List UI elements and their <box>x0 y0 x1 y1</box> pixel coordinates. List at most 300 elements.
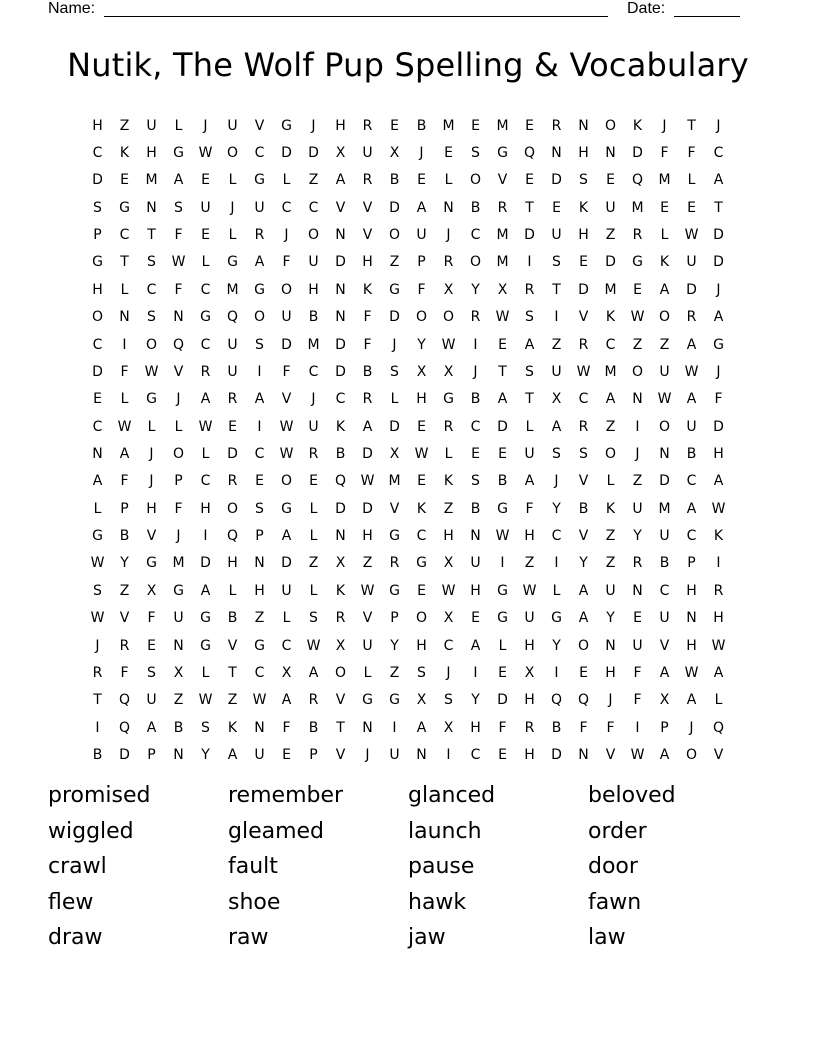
grid-letter: W <box>441 582 456 599</box>
grid-letter: X <box>281 664 292 681</box>
grid-letter: J <box>662 117 667 134</box>
name-label: Name: <box>48 0 96 17</box>
grid-letter: X <box>335 637 346 654</box>
grid-letter: D <box>308 145 319 162</box>
grid-letter: P <box>120 500 129 517</box>
grid-letter: K <box>713 528 724 545</box>
grid-letter: M <box>307 336 320 353</box>
grid-letter: W <box>657 391 672 408</box>
grid-letter: X <box>416 363 427 380</box>
grid-letter: U <box>362 637 373 654</box>
grid-letter: R <box>362 117 373 134</box>
grid-letter: U <box>659 363 670 380</box>
grid-letter: Z <box>551 336 562 353</box>
grid-letter: S <box>579 445 588 462</box>
grid-letter: H <box>146 145 157 162</box>
grid-letter: T <box>687 117 696 134</box>
grid-letter: O <box>280 281 293 298</box>
grid-letter: W <box>117 418 132 435</box>
grid-letter: W <box>279 445 294 462</box>
grid-letter: C <box>119 227 130 244</box>
grid-letter: D <box>335 500 346 517</box>
grid-letter: M <box>658 500 671 517</box>
grid-letter: E <box>147 637 156 654</box>
grid-letter: W <box>279 418 294 435</box>
grid-letter: A <box>227 746 238 763</box>
grid-letter: J <box>95 637 100 654</box>
grid-letter: W <box>90 610 105 627</box>
grid-letter: C <box>92 145 103 162</box>
grid-letter: S <box>552 445 561 462</box>
date-label: Date: <box>627 0 666 17</box>
grid-letter: F <box>147 610 156 627</box>
grid-letter: Y <box>201 746 210 763</box>
grid-letter: W <box>576 363 591 380</box>
grid-letter: N <box>605 637 616 654</box>
grid-letter: K <box>443 473 454 490</box>
grid-letter: L <box>147 418 156 435</box>
grid-letter: V <box>335 199 346 216</box>
grid-letter: G <box>497 582 508 599</box>
grid-letter: N <box>632 582 643 599</box>
grid-letter: X <box>173 664 184 681</box>
grid-letter: A <box>713 473 724 490</box>
grid-letter: A <box>200 391 211 408</box>
grid-letter: G <box>254 637 265 654</box>
grid-letter: B <box>578 500 589 517</box>
grid-letter: G <box>389 528 400 545</box>
grid-letter: W <box>306 637 321 654</box>
grid-letter: I <box>257 363 262 380</box>
grid-letter: B <box>227 610 238 627</box>
grid-letter: J <box>608 692 613 709</box>
grid-letter: H <box>524 746 535 763</box>
grid-letter: E <box>228 418 237 435</box>
word-list-item: fault <box>228 854 278 880</box>
grid-letter: H <box>470 719 481 736</box>
grid-letter: F <box>525 500 534 517</box>
grid-letter: A <box>335 172 346 189</box>
grid-letter: Y <box>606 610 615 627</box>
grid-letter: V <box>578 309 589 326</box>
grid-letter: B <box>119 528 130 545</box>
grid-letter: T <box>498 363 507 380</box>
grid-letter: D <box>659 473 670 490</box>
grid-letter: J <box>311 391 316 408</box>
grid-letter: Z <box>227 692 238 709</box>
grid-letter: H <box>200 500 211 517</box>
grid-letter: C <box>200 473 211 490</box>
grid-letter: U <box>146 117 157 134</box>
grid-letter: K <box>605 309 616 326</box>
grid-letter: L <box>606 473 615 490</box>
grid-letter: H <box>713 610 724 627</box>
grid-letter: D <box>713 254 724 271</box>
grid-letter: R <box>308 445 319 462</box>
grid-letter: M <box>496 254 509 271</box>
grid-letter: S <box>147 664 156 681</box>
grid-letter: L <box>174 418 183 435</box>
grid-letter: E <box>579 664 588 681</box>
grid-letter: R <box>227 473 238 490</box>
grid-letter: W <box>360 473 375 490</box>
grid-letter: B <box>686 445 697 462</box>
grid-letter: G <box>92 254 103 271</box>
grid-letter: H <box>335 117 346 134</box>
grid-letter: S <box>471 145 480 162</box>
grid-letter: B <box>470 199 481 216</box>
grid-letter: D <box>389 199 400 216</box>
grid-letter: B <box>173 719 184 736</box>
grid-letter: S <box>147 254 156 271</box>
grid-letter: O <box>577 637 590 654</box>
grid-letter: A <box>200 582 211 599</box>
grid-letter: Q <box>226 528 239 545</box>
word-list-item: hawk <box>408 889 467 915</box>
word-list-item: beloved <box>588 783 676 809</box>
grid-letter: R <box>227 391 238 408</box>
grid-letter: D <box>362 445 373 462</box>
grid-letter: R <box>551 117 562 134</box>
grid-letter: L <box>687 172 696 189</box>
grid-letter: V <box>362 227 373 244</box>
grid-letter: S <box>525 309 534 326</box>
grid-letter: G <box>281 500 292 517</box>
grid-letter: F <box>363 336 372 353</box>
grid-letter: S <box>309 610 318 627</box>
grid-letter: W <box>441 336 456 353</box>
grid-letter: M <box>145 172 158 189</box>
grid-letter: T <box>714 199 723 216</box>
grid-letter: S <box>471 473 480 490</box>
grid-letter: L <box>309 582 318 599</box>
grid-letter: A <box>524 336 535 353</box>
grid-letter: U <box>416 227 427 244</box>
grid-letter: S <box>255 500 264 517</box>
grid-letter: R <box>362 391 373 408</box>
grid-letter: L <box>174 117 183 134</box>
grid-letter: N <box>173 309 184 326</box>
grid-letter: D <box>551 172 562 189</box>
grid-letter: X <box>146 582 157 599</box>
grid-letter: L <box>309 500 318 517</box>
grid-letter: N <box>146 199 157 216</box>
grid-letter: O <box>604 445 617 462</box>
grid-letter: V <box>335 746 346 763</box>
grid-letter: A <box>713 309 724 326</box>
grid-letter: B <box>497 473 508 490</box>
grid-letter: P <box>417 254 426 271</box>
grid-letter: R <box>254 227 265 244</box>
grid-letter: W <box>198 145 213 162</box>
grid-letter: F <box>606 719 615 736</box>
grid-letter: L <box>201 445 210 462</box>
grid-letter: D <box>200 555 211 572</box>
grid-letter: R <box>578 418 589 435</box>
grid-letter: D <box>497 692 508 709</box>
grid-letter: O <box>253 309 266 326</box>
grid-letter: O <box>442 309 455 326</box>
name-line <box>104 0 608 17</box>
grid-letter: J <box>311 117 316 134</box>
grid-letter: R <box>443 418 454 435</box>
grid-letter: A <box>416 199 427 216</box>
grid-letter: G <box>551 610 562 627</box>
grid-letter: G <box>497 610 508 627</box>
grid-letter: J <box>635 445 640 462</box>
grid-letter: T <box>120 254 129 271</box>
grid-letter: D <box>281 336 292 353</box>
grid-letter: O <box>91 309 104 326</box>
grid-letter: C <box>686 528 697 545</box>
grid-letter: X <box>443 281 454 298</box>
grid-letter: L <box>282 610 291 627</box>
grid-letter: Z <box>254 610 265 627</box>
grid-letter: E <box>525 172 534 189</box>
grid-letter: R <box>470 309 481 326</box>
grid-letter: H <box>416 391 427 408</box>
grid-letter: F <box>633 664 642 681</box>
grid-letter: A <box>119 445 130 462</box>
grid-letter: E <box>525 117 534 134</box>
grid-letter: E <box>687 199 696 216</box>
grid-letter: Q <box>550 692 563 709</box>
grid-letter: E <box>417 582 426 599</box>
grid-letter: O <box>280 473 293 490</box>
grid-letter: C <box>605 336 616 353</box>
grid-letter: F <box>498 719 507 736</box>
grid-letter: L <box>282 172 291 189</box>
grid-letter: O <box>415 309 428 326</box>
grid-letter: A <box>686 336 697 353</box>
grid-letter: V <box>389 500 400 517</box>
grid-letter: V <box>713 746 724 763</box>
grid-letter: G <box>497 145 508 162</box>
grid-letter: U <box>254 199 265 216</box>
grid-letter: D <box>227 445 238 462</box>
grid-letter: X <box>443 719 454 736</box>
grid-letter: H <box>605 664 616 681</box>
grid-letter: E <box>120 172 129 189</box>
grid-letter: E <box>633 281 642 298</box>
word-search-grid <box>84 112 732 769</box>
grid-letter: M <box>631 199 644 216</box>
grid-letter: B <box>335 445 346 462</box>
grid-letter: L <box>363 664 372 681</box>
grid-letter: E <box>282 746 291 763</box>
grid-letter: X <box>659 692 670 709</box>
grid-letter: G <box>92 528 103 545</box>
grid-letter: J <box>284 227 289 244</box>
grid-letter: A <box>578 610 589 627</box>
grid-letter: E <box>390 117 399 134</box>
grid-letter: Z <box>443 500 454 517</box>
grid-letter: R <box>713 582 724 599</box>
grid-letter: J <box>716 281 721 298</box>
grid-letter: R <box>119 637 130 654</box>
grid-letter: G <box>146 391 157 408</box>
word-list-item: law <box>588 925 626 951</box>
grid-letter: N <box>632 391 643 408</box>
grid-letter: X <box>443 363 454 380</box>
grid-letter: Z <box>362 555 373 572</box>
grid-letter: X <box>389 145 400 162</box>
grid-letter: V <box>659 637 670 654</box>
grid-letter: T <box>228 664 237 681</box>
grid-letter: Z <box>605 555 616 572</box>
grid-letter: D <box>713 227 724 244</box>
grid-letter: E <box>255 473 264 490</box>
grid-letter: G <box>362 692 373 709</box>
grid-letter: P <box>174 473 183 490</box>
word-list-item: promised <box>48 783 151 809</box>
grid-letter: H <box>92 281 103 298</box>
grid-letter: A <box>524 473 535 490</box>
grid-letter: G <box>443 391 454 408</box>
grid-letter: U <box>200 199 211 216</box>
grid-letter: G <box>254 172 265 189</box>
grid-letter: F <box>282 719 291 736</box>
grid-letter: N <box>578 746 589 763</box>
grid-letter: E <box>417 418 426 435</box>
grid-letter: G <box>389 582 400 599</box>
grid-letter: H <box>578 145 589 162</box>
grid-letter: W <box>495 309 510 326</box>
grid-letter: A <box>362 418 373 435</box>
grid-letter: R <box>335 610 346 627</box>
grid-letter: K <box>227 719 238 736</box>
grid-letter: F <box>120 664 129 681</box>
grid-letter: J <box>149 473 154 490</box>
grid-letter: Z <box>119 117 130 134</box>
grid-letter: N <box>173 637 184 654</box>
grid-letter: H <box>227 555 238 572</box>
grid-letter: W <box>171 254 186 271</box>
grid-letter: E <box>444 145 453 162</box>
grid-letter: U <box>524 610 535 627</box>
grid-letter: I <box>392 719 397 736</box>
grid-letter: F <box>174 227 183 244</box>
grid-letter: I <box>473 336 478 353</box>
grid-letter: N <box>362 719 373 736</box>
grid-letter: F <box>120 363 129 380</box>
grid-letter: E <box>552 199 561 216</box>
grid-letter: U <box>659 610 670 627</box>
grid-letter: B <box>470 391 481 408</box>
grid-letter: V <box>119 610 130 627</box>
grid-letter: V <box>281 391 292 408</box>
grid-letter: D <box>497 418 508 435</box>
grid-letter: O <box>658 418 671 435</box>
grid-letter: M <box>604 363 617 380</box>
grid-letter: O <box>685 746 698 763</box>
grid-letter: I <box>500 555 505 572</box>
grid-letter: Y <box>417 336 426 353</box>
grid-letter: I <box>257 418 262 435</box>
grid-letter: X <box>416 692 427 709</box>
grid-letter: N <box>578 117 589 134</box>
word-list-item: draw <box>48 925 103 951</box>
grid-letter: C <box>92 336 103 353</box>
grid-letter: J <box>554 473 559 490</box>
grid-letter: I <box>635 719 640 736</box>
grid-letter: O <box>658 309 671 326</box>
word-list-item: order <box>588 818 647 844</box>
grid-letter: L <box>444 172 453 189</box>
grid-letter: F <box>714 391 723 408</box>
grid-letter: F <box>579 719 588 736</box>
grid-letter: F <box>417 281 426 298</box>
grid-letter: N <box>551 145 562 162</box>
grid-letter: P <box>687 555 696 572</box>
grid-letter: P <box>309 746 318 763</box>
grid-letter: I <box>527 254 532 271</box>
grid-letter: S <box>174 199 183 216</box>
grid-letter: Q <box>712 719 725 736</box>
grid-letter: V <box>362 199 373 216</box>
grid-letter: H <box>443 528 454 545</box>
grid-letter: A <box>578 582 589 599</box>
grid-letter: A <box>713 172 724 189</box>
grid-letter: J <box>176 528 181 545</box>
grid-letter: G <box>200 637 211 654</box>
grid-letter: T <box>525 391 534 408</box>
grid-letter: T <box>552 281 561 298</box>
grid-letter: D <box>92 172 103 189</box>
grid-letter: C <box>470 227 481 244</box>
grid-letter: A <box>659 281 670 298</box>
grid-letter: J <box>716 117 721 134</box>
grid-letter: Y <box>552 500 561 517</box>
grid-letter: Z <box>605 528 616 545</box>
grid-letter: A <box>659 664 670 681</box>
grid-letter: W <box>414 445 429 462</box>
grid-letter: X <box>497 281 508 298</box>
grid-letter: D <box>389 309 400 326</box>
grid-letter: R <box>686 309 697 326</box>
grid-letter: K <box>416 500 427 517</box>
grid-letter: C <box>551 528 562 545</box>
grid-letter: M <box>658 172 671 189</box>
grid-letter: D <box>335 363 346 380</box>
grid-letter: E <box>471 610 480 627</box>
grid-letter: Y <box>471 281 480 298</box>
grid-letter: L <box>714 692 723 709</box>
grid-letter: W <box>360 582 375 599</box>
grid-letter: A <box>146 719 157 736</box>
grid-letter: A <box>686 692 697 709</box>
grid-letter: H <box>416 637 427 654</box>
grid-letter: O <box>604 117 617 134</box>
grid-letter: S <box>147 309 156 326</box>
grid-letter: A <box>713 664 724 681</box>
grid-letter: G <box>713 336 724 353</box>
grid-letter: K <box>119 145 130 162</box>
grid-letter: E <box>309 473 318 490</box>
grid-letter: Z <box>659 336 670 353</box>
grid-letter: V <box>173 363 184 380</box>
grid-letter: L <box>228 227 237 244</box>
grid-letter: E <box>201 227 210 244</box>
grid-letter: W <box>684 363 699 380</box>
grid-letter: U <box>551 363 562 380</box>
grid-letter: Z <box>389 664 400 681</box>
grid-letter: N <box>416 746 427 763</box>
grid-letter: U <box>281 582 292 599</box>
grid-letter: I <box>95 719 100 736</box>
grid-letter: N <box>605 145 616 162</box>
grid-letter: C <box>281 199 292 216</box>
